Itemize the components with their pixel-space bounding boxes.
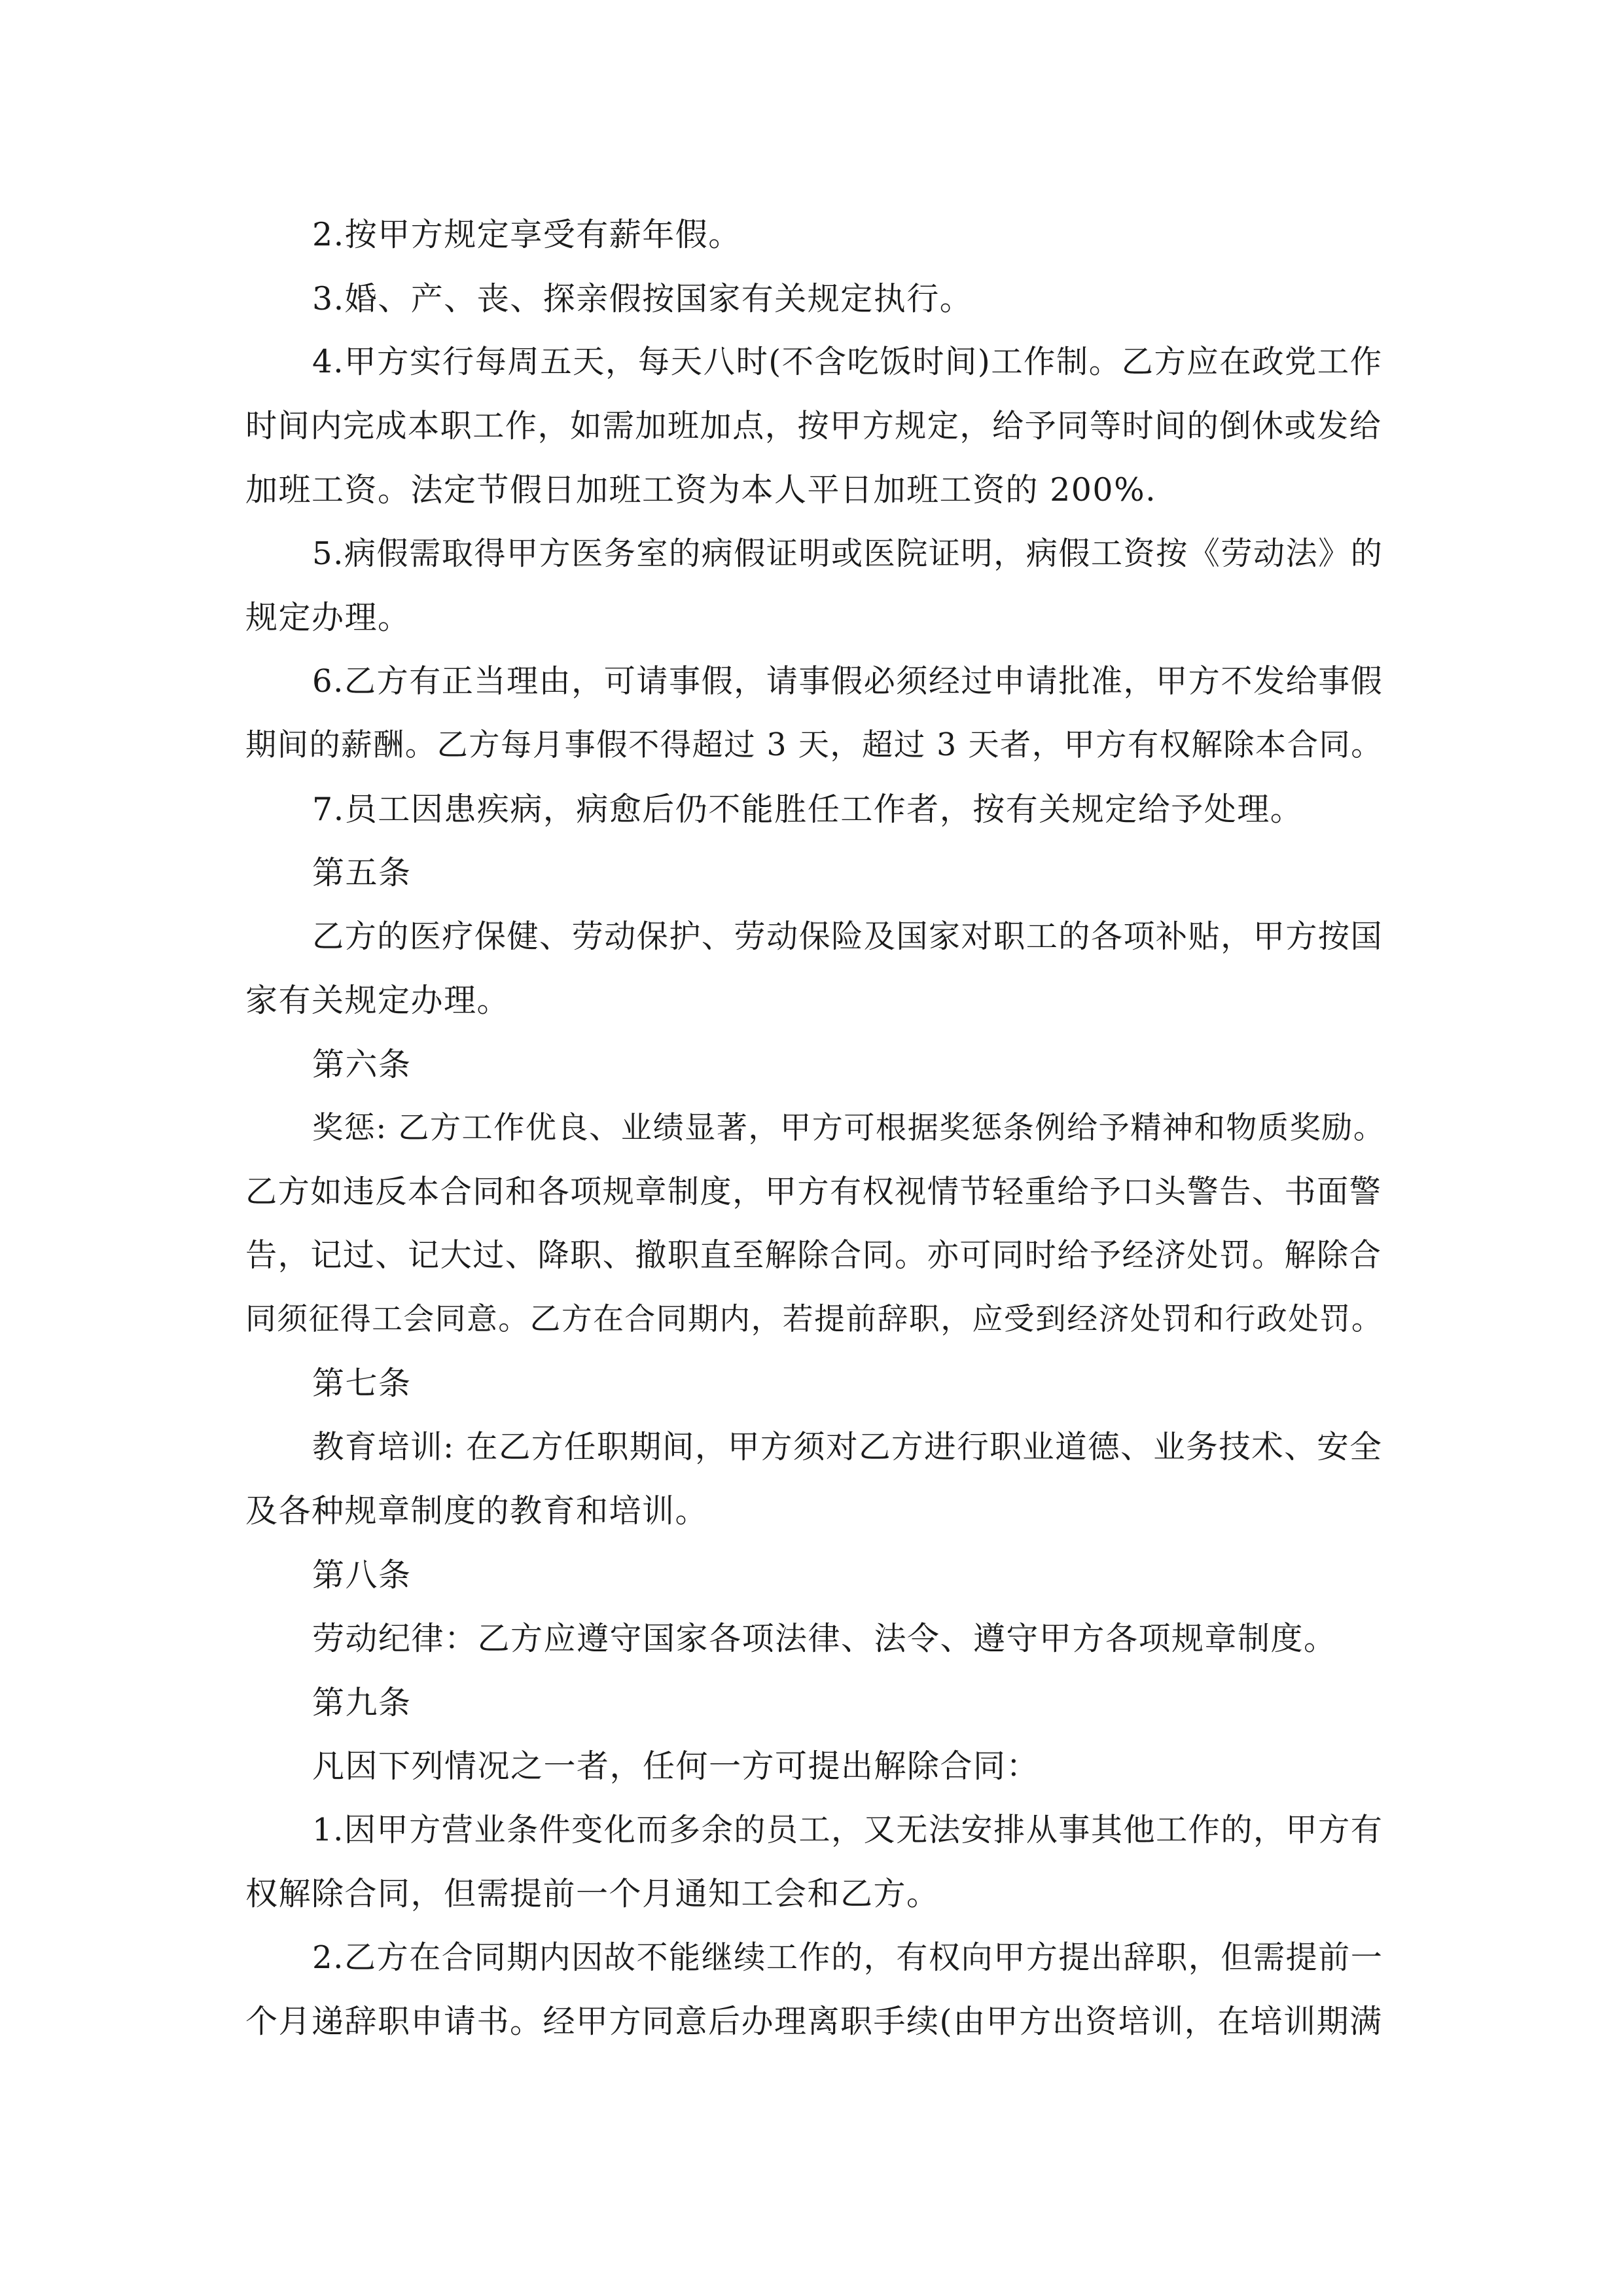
text-line: 奖惩: 乙方工作优良、业绩显著，甲方可根据奖惩条例给予精神和物质奖励。 bbox=[312, 1110, 1385, 1146]
text-line: 7.员工因患疾病，病愈后仍不能胜任工作者，按有关规定给予处理。 bbox=[312, 790, 1304, 828]
text-line: 告，记过、记大过、降职、撤职直至解除合同。亦可同时给予经济处罚。解除合 bbox=[245, 1237, 1382, 1274]
text-line: 期间的薪酬。乙方每月事假不得超过 3 天，超过 3 天者，甲方有权解除本合同。 bbox=[245, 727, 1383, 763]
article-heading: 第五条 bbox=[312, 854, 412, 891]
text-line: 教育培训: 在乙方任职期间，甲方须对乙方进行职业道德、业务技术、安全 bbox=[312, 1428, 1383, 1465]
text-line: 同须征得工会同意。乙方在合同期内，若提前辞职，应受到经济处罚和行政处罚。 bbox=[245, 1301, 1383, 1337]
text-line: 5.病假需取得甲方医务室的病假证明或医院证明，病假工资按《劳动法》的 bbox=[312, 535, 1383, 572]
text-line: 时间内完成本职工作，如需加班加点，按甲方规定，给予同等时间的倒休或发给 bbox=[245, 407, 1382, 444]
article-heading: 第九条 bbox=[312, 1683, 412, 1721]
text-line: 个月递辞职申请书。经甲方同意后办理离职手续(由甲方出资培训，在培训期满 bbox=[245, 2003, 1383, 2040]
text-line: 加班工资。法定节假日加班工资为本人平日加班工资的 200%. bbox=[245, 471, 1157, 509]
article-heading: 第六条 bbox=[312, 1045, 412, 1083]
text-line: 家有关规定办理。 bbox=[245, 982, 510, 1019]
article-heading: 第七条 bbox=[312, 1365, 412, 1402]
text-line: 乙方如违反本合同和各项规章制度，甲方有权视情节轻重给予口头警告、书面警 bbox=[245, 1173, 1382, 1210]
text-line: 2.按甲方规定享受有薪年假。 bbox=[312, 216, 741, 253]
text-line: 乙方的医疗保健、劳动保护、劳动保险及国家对职工的各项补贴，甲方按国 bbox=[312, 918, 1383, 955]
text-line: 2.乙方在合同期内因故不能继续工作的，有权向甲方提出辞职，但需提前一 bbox=[312, 1939, 1383, 1976]
article-heading: 第八条 bbox=[312, 1556, 412, 1594]
document-body bbox=[245, 203, 1387, 2054]
text-line: 6.乙方有正当理由，可请事假，请事假必须经过申请批准，甲方不发给事假 bbox=[312, 662, 1383, 700]
text-line: 3.婚、产、丧、探亲假按国家有关规定执行。 bbox=[312, 279, 973, 317]
text-line: 权解除合同，但需提前一个月通知工会和乙方。 bbox=[245, 1875, 940, 1912]
text-line: 及各种规章制度的教育和培训。 bbox=[245, 1492, 709, 1530]
text-line: 凡因下列情况之一者，任何一方可提出解除合同： bbox=[312, 1748, 1040, 1785]
text-line: 劳动纪律：乙方应遵守国家各项法律、法令、遵守甲方各项规章制度。 bbox=[312, 1620, 1337, 1657]
text-line: 规定办理。 bbox=[245, 599, 411, 636]
text-line: 4.甲方实行每周五天，每天八时(不含吃饭时间)工作制。乙方应在政党工作 bbox=[312, 344, 1383, 380]
text-line: 1.因甲方营业条件变化而多余的员工，又无法安排从事其他工作的，甲方有 bbox=[312, 1811, 1383, 1848]
